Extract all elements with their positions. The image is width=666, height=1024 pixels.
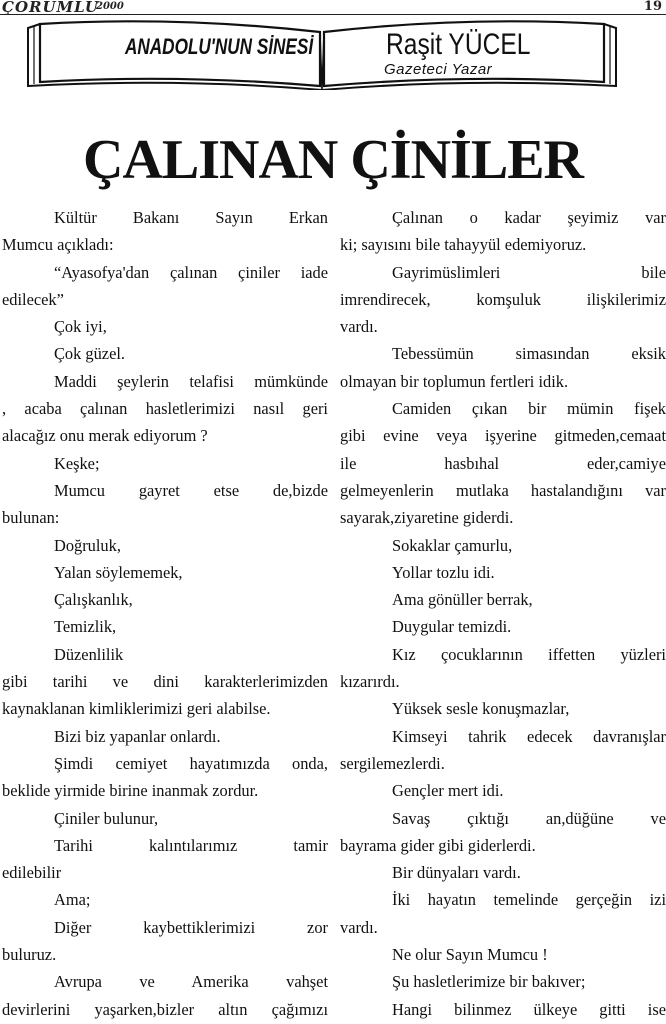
right-column-line: Çalınan o kadar şeyimiz var [392, 208, 666, 227]
left-column-line: Çiniler bulunur, [54, 808, 159, 828]
right-column-line: bayrama gider gibi giderlerdi. [340, 835, 536, 855]
right-column-line: Yollar tozlu idi. [392, 562, 495, 582]
article-column-left [2, 204, 328, 1023]
left-column-line: Ama; [54, 890, 91, 910]
left-column-line: , acaba çalınan hasletlerimizi nasıl geri [2, 399, 328, 419]
left-column-line: Keşke; [54, 453, 100, 473]
left-column-line: Tarihi kalıntılarımız tamir [54, 835, 328, 855]
left-column-line: edilecek” [2, 289, 64, 309]
right-column-line: Savaş çıktığı an,düğüne ve [392, 808, 666, 828]
right-column-line: sergilemezlerdi. [340, 753, 445, 773]
left-column-line: Çok güzel. [54, 344, 126, 364]
right-column-line: ile hasbıhal eder,camiye [340, 453, 666, 473]
right-column-line: olmayan bir toplumun fertleri idik. [340, 371, 569, 391]
left-column-line: gibi tarihi ve dini karakterlerimizden [2, 672, 328, 692]
left-column-line: Şimdi cemiyet hayatımızda onda, [54, 753, 328, 773]
left-column-line: Maddi şeylerin telafisi mümkünde [54, 371, 328, 391]
article-column-right [340, 204, 666, 1023]
left-column-line: Mumcu gayret etse de,bizde [54, 480, 328, 500]
right-column-line: Yüksek sesle konuşmazlar, [392, 699, 570, 719]
left-column-line: Diğer kaybettiklerimizi zor [54, 917, 328, 937]
left-column-line: Bizi biz yapanlar onlardı. [54, 726, 221, 746]
left-column-line: beklide yirmide birine inanmak zordur. [2, 781, 259, 801]
right-column-line: vardı. [340, 917, 378, 937]
column-name: ANADOLU'NUN SİNESİ [125, 34, 314, 59]
right-column-line: kızarırdı. [340, 672, 400, 692]
right-column-line: Duygular temizdi. [392, 617, 512, 637]
magazine-name: ÇORUMLU [2, 0, 99, 16]
left-column-line: Temizlik, [54, 617, 117, 637]
left-column-line: Çok iyi, [54, 317, 107, 337]
right-column-line: Kız çocuklarının iffetten yüzleri [392, 644, 666, 664]
right-column-line: vardı. [340, 317, 378, 337]
right-column-line: gelmeyenlerin mutlaka hastalandığını var [340, 480, 666, 500]
left-column-line: “Ayasofya'dan çalınan çiniler iade [54, 262, 328, 282]
issue-year: 2000 [96, 1, 124, 12]
author-role: Gazeteci Yazar [384, 61, 493, 78]
right-column-line: İki hayatın temelinde gerçeğin izi [392, 890, 666, 910]
right-column-line: Camiden çıkan bir mümin fişek [392, 399, 666, 419]
left-column-line: Doğruluk, [54, 535, 121, 555]
left-column-line: buluruz. [2, 945, 57, 965]
right-column-line: ki; sayısını bile tahayyül edemiyoruz. [340, 235, 587, 255]
right-column-line: gibi evine veya işyerine gitmeden,cemaat [340, 426, 666, 446]
right-column-line: Gayrimüslimleri bile [392, 262, 666, 282]
right-column-line: imrendirecek, komşuluk ilişkilerimiz [340, 289, 666, 309]
left-column-line: alacağız onu merak ediyorum ? [2, 426, 208, 446]
left-column-line: bulunan: [2, 508, 60, 528]
right-column-line: Ama gönüller berrak, [392, 590, 533, 610]
left-column-line: edilebilir [2, 863, 62, 883]
left-column-line: Çalışkanlık, [54, 590, 133, 610]
right-column-line: Kimseyi tahrik edecek davranışlar [392, 726, 666, 746]
left-column-line: Mumcu açıkladı: [2, 235, 114, 255]
right-column-line: sayarak,ziyaretine giderdi. [340, 508, 514, 528]
page-header [0, 0, 666, 15]
left-column-line: devirlerini yaşarken,bizler altın çağımızı [2, 999, 328, 1019]
article-title: ÇALINAN ÇİNİLER [83, 129, 583, 191]
left-column-line: Yalan söylememek, [54, 562, 183, 582]
right-column-line: Ne olur Sayın Mumcu ! [392, 945, 548, 965]
right-column-line: Hangi bilinmez ülkeye gitti ise [392, 999, 666, 1019]
left-column-line: kaynaklanan kimliklerimizi geri alabilse. [2, 699, 271, 719]
right-column-line: Gençler mert idi. [392, 781, 504, 801]
right-column-line: Şu hasletlerimize bir bakıver; [392, 972, 586, 992]
left-column-line: Kültür Bakanı Sayın Erkan [54, 208, 328, 227]
right-column-line: Tebessümün simasından eksik [392, 344, 666, 364]
page-number: 19 [643, 0, 662, 14]
right-column-line: Sokaklar çamurlu, [392, 535, 513, 555]
right-column-line: Bir dünyaları vardı. [392, 863, 521, 883]
author-name: Raşit YÜCEL [386, 28, 531, 61]
left-column-line: Düzenlilik [54, 644, 124, 664]
left-column-line: Avrupa ve Amerika vahşet [54, 972, 328, 992]
